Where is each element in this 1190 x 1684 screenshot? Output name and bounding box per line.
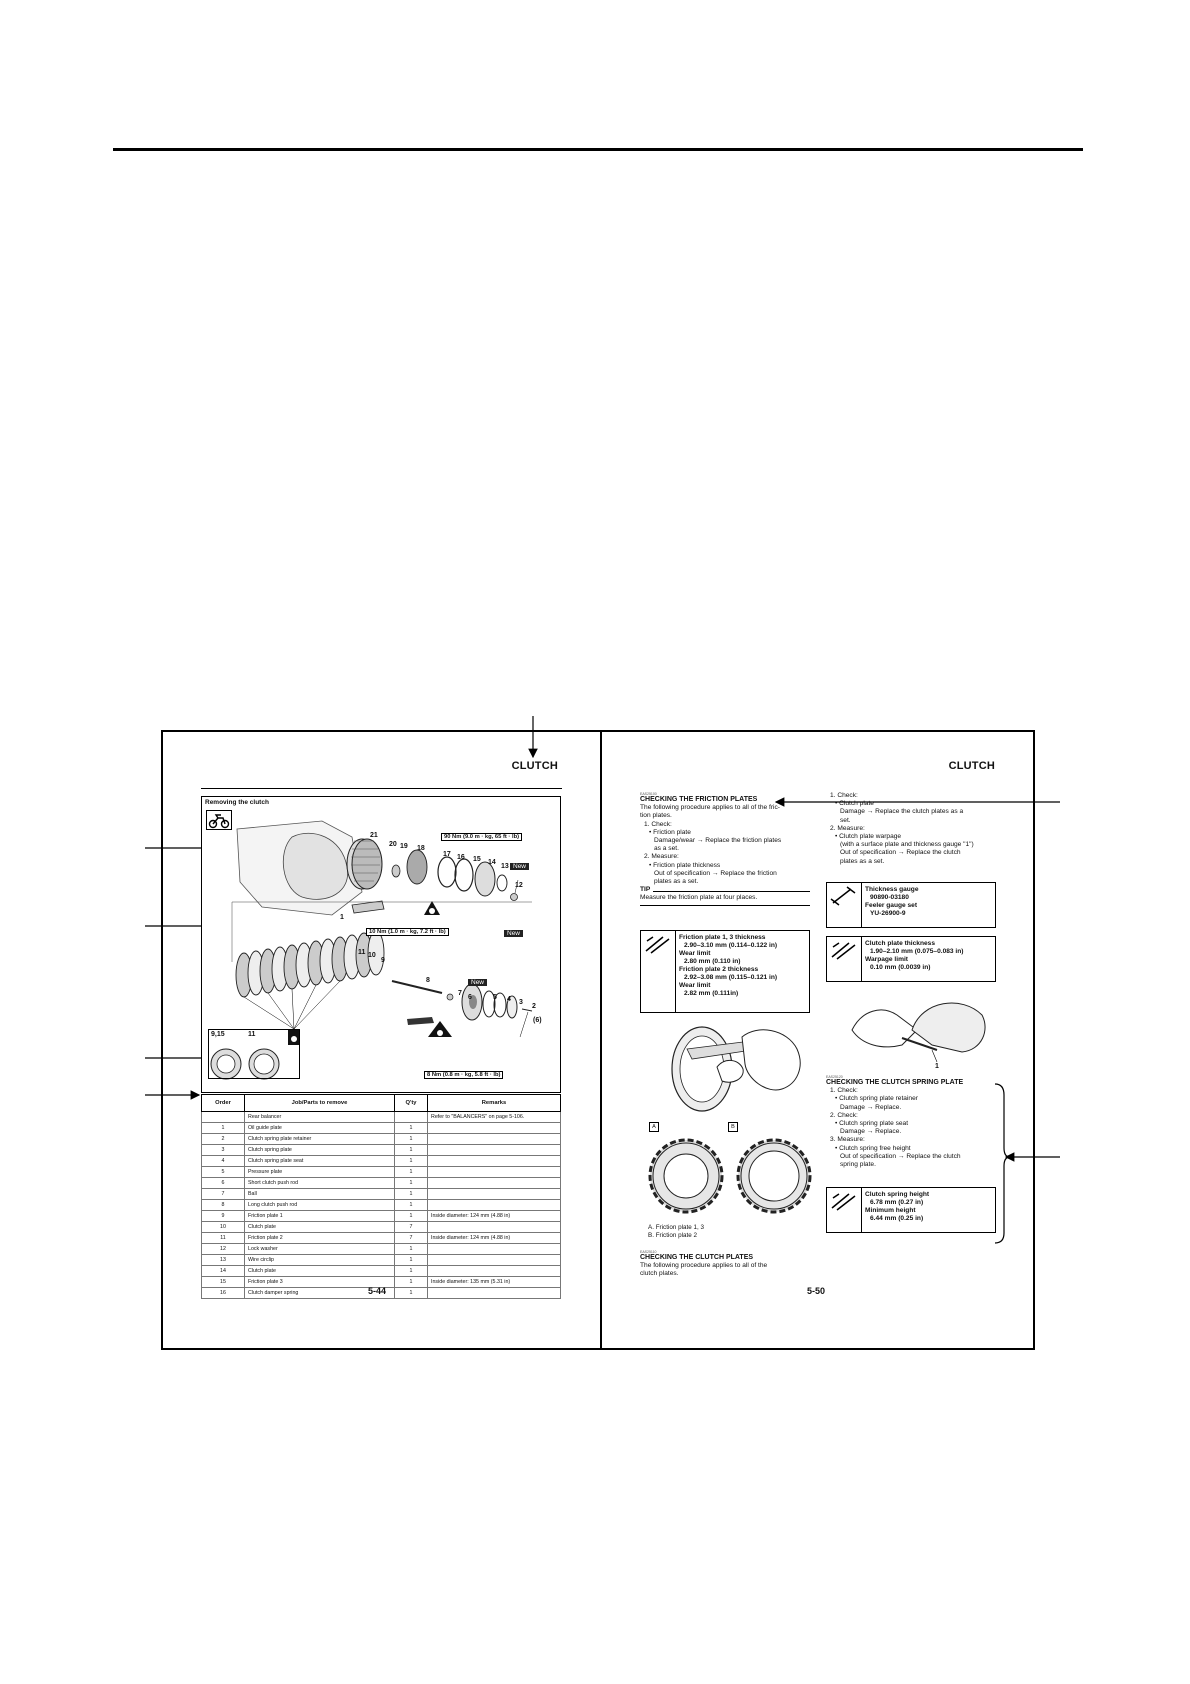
cell-qty: 1 bbox=[395, 1145, 428, 1156]
cell-job: Clutch damper spring bbox=[245, 1288, 395, 1299]
spec-label: Warpage limit bbox=[865, 956, 908, 963]
caliper-icon bbox=[641, 931, 676, 1012]
step-item: • Friction plate thickness bbox=[649, 861, 721, 869]
step-detail: Out of specification → Replace the friction bbox=[654, 869, 777, 877]
table-row bbox=[202, 1134, 561, 1145]
part-number: (6) bbox=[533, 1017, 542, 1024]
col-header-remarks: Remarks bbox=[428, 1095, 561, 1112]
step-item: • Clutch spring plate retainer bbox=[835, 1095, 918, 1103]
part-number: 7 bbox=[458, 990, 462, 997]
cell-job: Ball bbox=[245, 1189, 395, 1200]
cell-remarks bbox=[428, 1134, 561, 1145]
step-detail: Damage → Replace the clutch plates as a bbox=[840, 808, 964, 816]
part-number: 18 bbox=[417, 845, 425, 852]
friction-plates-figure bbox=[646, 1132, 816, 1220]
step-detail: Damage/wear → Replace the friction plates bbox=[654, 837, 782, 845]
right-column-1 bbox=[640, 792, 810, 908]
spec-label: Clutch plate thickness bbox=[865, 940, 935, 947]
cell-job: Clutch plate bbox=[245, 1222, 395, 1233]
part-number: 13 bbox=[501, 863, 509, 870]
table-row bbox=[202, 1189, 561, 1200]
spring-height-spec-box bbox=[826, 1187, 996, 1233]
step-detail: plates as a set. bbox=[840, 857, 885, 865]
cell-job: Clutch plate bbox=[245, 1266, 395, 1277]
spec-value: 2.92–3.08 mm (0.115–0.121 in) bbox=[684, 974, 778, 981]
clutch-plate-spec-box bbox=[826, 936, 996, 982]
cell-order: 16 bbox=[202, 1288, 245, 1299]
cell-order: 13 bbox=[202, 1255, 245, 1266]
table-row bbox=[202, 1200, 561, 1211]
section-title-clutch-plates: CHECKING THE CLUTCH PLATES bbox=[640, 1254, 754, 1261]
cell-qty: 1 bbox=[395, 1189, 428, 1200]
caption-line: A. Friction plate 1, 3 bbox=[648, 1224, 704, 1231]
inset-label: 9,15 bbox=[211, 1031, 225, 1038]
intro-text-line: The following procedure applies to all of the bbox=[640, 1262, 768, 1270]
section-code: EAS25120 bbox=[826, 1075, 843, 1079]
part-number: 19 bbox=[400, 843, 408, 850]
cell-remarks: Inside diameter: 135 mm (5.31 in) bbox=[428, 1277, 561, 1288]
cell-order: 11 bbox=[202, 1233, 245, 1244]
step-label: 2. Measure: bbox=[830, 824, 865, 832]
spec-value: 1.90–2.10 mm (0.075–0.083 in) bbox=[870, 948, 964, 955]
step-detail: as a set. bbox=[654, 845, 679, 853]
cell-qty: 1 bbox=[395, 1200, 428, 1211]
part-number: 1 bbox=[340, 914, 344, 921]
part-number: 21 bbox=[370, 832, 378, 839]
cell-remarks: Inside diameter: 124 mm (4.88 in) bbox=[428, 1211, 561, 1222]
right-page bbox=[602, 732, 1035, 1348]
cell-order: 14 bbox=[202, 1266, 245, 1277]
cell-qty: 1 bbox=[395, 1255, 428, 1266]
part-number: 11 bbox=[358, 949, 366, 956]
section-code: EAS25110 bbox=[640, 1250, 657, 1254]
tip-rule bbox=[653, 891, 810, 892]
col-header-order: Order bbox=[202, 1095, 245, 1112]
torque-label-8nm: 8 Nm (0.8 m · kg, 5.8 ft · lb) bbox=[424, 1071, 503, 1079]
new-tag-12: New bbox=[504, 930, 523, 937]
tip-text: Measure the friction plate at four places. bbox=[640, 894, 758, 902]
diagram-title: Removing the clutch bbox=[205, 799, 269, 806]
cell-remarks bbox=[428, 1145, 561, 1156]
step-label: 2. Check: bbox=[830, 1111, 858, 1119]
step-detail: set. bbox=[840, 816, 851, 824]
spec-value: 6.44 mm (0.25 in) bbox=[870, 1215, 924, 1222]
table-row bbox=[202, 1145, 561, 1156]
cell-qty: 7 bbox=[395, 1233, 428, 1244]
tool-value: YU-26900-9 bbox=[870, 910, 906, 917]
clutch-exploded-diagram bbox=[201, 796, 561, 1093]
step-label: 2. Measure: bbox=[644, 853, 679, 861]
part-number: 14 bbox=[488, 859, 496, 866]
cell-order: 8 bbox=[202, 1200, 245, 1211]
caliper-icon bbox=[827, 937, 862, 981]
figure-letter-b: B bbox=[728, 1122, 738, 1132]
intro-text-line: The following procedure applies to all of the fric- bbox=[640, 804, 781, 812]
step-label: 1. Check: bbox=[830, 1087, 858, 1095]
part-number: 15 bbox=[473, 856, 481, 863]
part-number: 10 bbox=[368, 952, 376, 959]
cell-order: 9 bbox=[202, 1211, 245, 1222]
tool-value: 90890-03180 bbox=[870, 894, 909, 901]
step-item: • Clutch spring free height bbox=[835, 1144, 911, 1152]
cell-job: Friction plate 2 bbox=[245, 1233, 395, 1244]
cell-job: Clutch spring plate seat bbox=[245, 1156, 395, 1167]
cell-job: Clutch spring plate retainer bbox=[245, 1134, 395, 1145]
cell-remarks: Refer to "BALANCERS" on page 5-106. bbox=[428, 1112, 561, 1123]
left-page-number: 5-44 bbox=[368, 1286, 387, 1296]
cell-qty: 7 bbox=[395, 1222, 428, 1233]
step-label: 1. Check: bbox=[830, 792, 858, 799]
clutch-plates-section bbox=[640, 1250, 810, 1279]
step-item: • Clutch plate warpage bbox=[835, 833, 902, 841]
part-number: 16 bbox=[457, 854, 465, 861]
table-row bbox=[202, 1167, 561, 1178]
cell-qty: 1 bbox=[395, 1178, 428, 1189]
cell-order bbox=[202, 1112, 245, 1123]
step-item: • Clutch plate bbox=[835, 800, 874, 808]
cell-order: 5 bbox=[202, 1167, 245, 1178]
cell-order: 7 bbox=[202, 1189, 245, 1200]
step-detail: Out of specification → Replace the clutch bbox=[840, 1152, 961, 1160]
part-number: 2 bbox=[532, 1003, 536, 1010]
right-header-title: CLUTCH bbox=[948, 760, 995, 772]
cell-job: Wire circlip bbox=[245, 1255, 395, 1266]
cell-qty: 1 bbox=[395, 1211, 428, 1222]
step-label: 1. Check: bbox=[644, 820, 672, 828]
table-row bbox=[202, 1233, 561, 1244]
cell-remarks bbox=[428, 1156, 561, 1167]
part-number: 5 bbox=[493, 994, 497, 1001]
col-header-qty: Q'ty bbox=[395, 1095, 428, 1112]
spec-label: Wear limit bbox=[679, 982, 711, 989]
left-page bbox=[163, 732, 600, 1348]
part-number: 3 bbox=[519, 999, 523, 1006]
cell-job: Lock washer bbox=[245, 1244, 395, 1255]
right-column-2 bbox=[826, 792, 1001, 866]
step-detail: Out of specification → Replace the clutch bbox=[840, 849, 961, 857]
spec-label: Clutch spring height bbox=[865, 1191, 930, 1198]
step-item: • Friction plate bbox=[649, 828, 691, 836]
spring-plate-section bbox=[826, 1075, 1001, 1169]
tip-label: TIP bbox=[640, 886, 651, 894]
cell-job: Friction plate 1 bbox=[245, 1211, 395, 1222]
step-detail: (with a surface plate and thickness gauge "1") bbox=[840, 841, 974, 849]
step-detail: Damage → Replace. bbox=[840, 1103, 902, 1111]
figure-letter-a: A bbox=[649, 1122, 659, 1132]
tool-icon bbox=[827, 883, 862, 927]
spec-value: 2.90–3.10 mm (0.114–0.122 in) bbox=[684, 942, 778, 949]
cell-job: Friction plate 3 bbox=[245, 1277, 395, 1288]
cell-remarks bbox=[428, 1200, 561, 1211]
new-tag-6: New bbox=[468, 979, 487, 986]
table-row bbox=[202, 1211, 561, 1222]
parts-table-body bbox=[202, 1112, 561, 1299]
caliper-icon bbox=[827, 1188, 862, 1232]
cell-job: Oil guide plate bbox=[245, 1123, 395, 1134]
cell-job: Long clutch push rod bbox=[245, 1200, 395, 1211]
intro-text-line: tion plates. bbox=[640, 812, 672, 820]
warpage-measuring-illustration bbox=[842, 990, 992, 1070]
torque-label-10nm: 10 Nm (1.0 m · kg, 7.2 ft · lb) bbox=[366, 928, 449, 936]
cell-remarks bbox=[428, 1288, 561, 1299]
right-page-number: 5-50 bbox=[807, 1286, 826, 1296]
cell-remarks bbox=[428, 1266, 561, 1277]
tool-label: Thickness gauge bbox=[865, 886, 919, 893]
part-number: 6 bbox=[468, 994, 472, 1001]
cell-job: Clutch spring plate bbox=[245, 1145, 395, 1156]
table-row bbox=[202, 1156, 561, 1167]
table-row bbox=[202, 1112, 561, 1123]
cell-remarks bbox=[428, 1167, 561, 1178]
cell-order: 6 bbox=[202, 1178, 245, 1189]
section-title-spring-plate: CHECKING THE CLUTCH SPRING PLATE bbox=[826, 1079, 964, 1086]
friction-plate-spec-box bbox=[640, 930, 810, 1013]
step-detail: Damage → Replace. bbox=[840, 1128, 902, 1136]
part-number: 17 bbox=[443, 851, 451, 858]
manual-spread bbox=[161, 730, 1035, 1350]
caption-line: B. Friction plate 2 bbox=[648, 1232, 697, 1239]
spec-value: 6.78 mm (0.27 in) bbox=[870, 1199, 924, 1206]
cell-qty: 1 bbox=[395, 1156, 428, 1167]
left-header-rule bbox=[201, 788, 562, 789]
part-number: 8 bbox=[426, 977, 430, 984]
cell-qty: 1 bbox=[395, 1266, 428, 1277]
figure-caption bbox=[648, 1224, 704, 1240]
spec-value: 2.82 mm (0.111in) bbox=[684, 990, 739, 997]
parts-removal-table bbox=[201, 1094, 561, 1299]
cell-qty bbox=[395, 1112, 428, 1123]
cell-order: 4 bbox=[202, 1156, 245, 1167]
tip-end-rule bbox=[640, 905, 810, 906]
part-number: 12 bbox=[515, 882, 523, 889]
step-detail: spring plate. bbox=[840, 1161, 876, 1169]
cell-order: 10 bbox=[202, 1222, 245, 1233]
table-row bbox=[202, 1244, 561, 1255]
cell-remarks bbox=[428, 1189, 561, 1200]
cell-remarks bbox=[428, 1178, 561, 1189]
cell-job: Pressure plate bbox=[245, 1167, 395, 1178]
left-header-title: CLUTCH bbox=[511, 760, 558, 772]
cell-order: 15 bbox=[202, 1277, 245, 1288]
cell-remarks: Inside diameter: 124 mm (4.88 in) bbox=[428, 1233, 561, 1244]
cell-qty: 1 bbox=[395, 1244, 428, 1255]
spec-label: Friction plate 1, 3 thickness bbox=[679, 934, 766, 941]
part-number: 4 bbox=[507, 996, 511, 1003]
table-row bbox=[202, 1123, 561, 1134]
cell-order: 1 bbox=[202, 1123, 245, 1134]
intro-text-line: clutch plates. bbox=[640, 1270, 679, 1278]
cell-qty: 1 bbox=[395, 1277, 428, 1288]
new-tag-13: New bbox=[510, 863, 529, 870]
cell-job: Short clutch push rod bbox=[245, 1178, 395, 1189]
spec-label: Minimum height bbox=[865, 1207, 916, 1214]
part-number: 9 bbox=[381, 957, 385, 964]
figure-callout-1: 1 bbox=[935, 1063, 939, 1070]
section-code: EAS25100 bbox=[640, 792, 657, 796]
cell-qty: 1 bbox=[395, 1134, 428, 1145]
inset-label: 11 bbox=[248, 1031, 256, 1038]
spec-value: 0.10 mm (0.0039 in) bbox=[870, 964, 931, 971]
cell-qty: 1 bbox=[395, 1123, 428, 1134]
gauge-tool-box bbox=[826, 882, 996, 928]
cell-remarks bbox=[428, 1244, 561, 1255]
cell-order: 2 bbox=[202, 1134, 245, 1145]
step-detail: plates as a set. bbox=[654, 878, 699, 886]
torque-label-90nm: 90 Nm (9.0 m · kg, 65 ft · lb) bbox=[441, 833, 522, 841]
step-item: • Clutch spring plate seat bbox=[835, 1120, 909, 1128]
cell-order: 12 bbox=[202, 1244, 245, 1255]
cell-qty: 1 bbox=[395, 1167, 428, 1178]
spec-value: 2.80 mm (0.110 in) bbox=[684, 958, 741, 965]
cell-order: 3 bbox=[202, 1145, 245, 1156]
cell-remarks bbox=[428, 1123, 561, 1134]
table-row bbox=[202, 1266, 561, 1277]
cell-remarks bbox=[428, 1222, 561, 1233]
tool-label: Feeler gauge set bbox=[865, 902, 918, 909]
section-title-friction: CHECKING THE FRICTION PLATES bbox=[640, 796, 758, 803]
step-label: 3. Measure: bbox=[830, 1136, 865, 1144]
cell-job: Rear balancer bbox=[245, 1112, 395, 1123]
table-row bbox=[202, 1222, 561, 1233]
spec-label: Wear limit bbox=[679, 950, 711, 957]
cell-qty: 1 bbox=[395, 1288, 428, 1299]
spec-label: Friction plate 2 thickness bbox=[679, 966, 759, 973]
table-row bbox=[202, 1255, 561, 1266]
table-row bbox=[202, 1178, 561, 1189]
cell-remarks bbox=[428, 1255, 561, 1266]
measuring-friction-plate-illustration bbox=[647, 1019, 812, 1114]
col-header-job: Job/Parts to remove bbox=[245, 1095, 395, 1112]
part-number: 20 bbox=[389, 841, 397, 848]
